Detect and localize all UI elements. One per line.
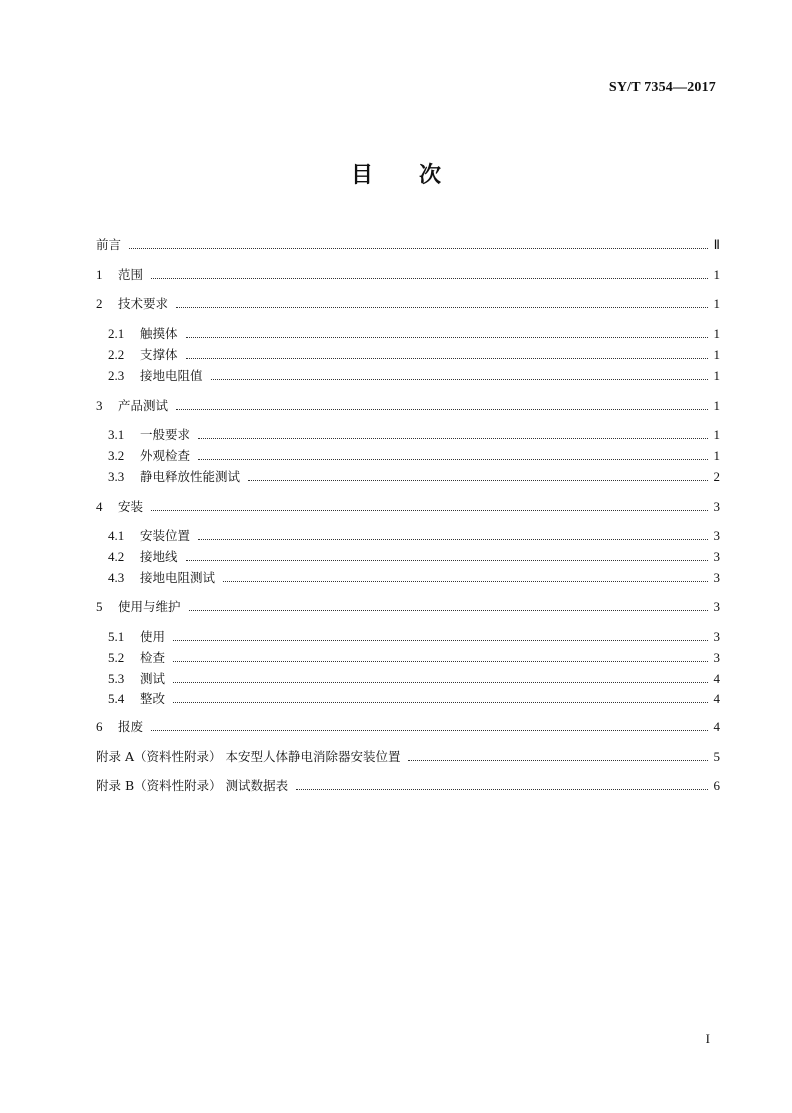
toc-entry-number: 2.2 — [108, 347, 125, 362]
toc-dot-leader — [129, 248, 708, 249]
toc-entry[interactable] — [108, 325, 720, 343]
toc-dot-leader — [186, 337, 708, 338]
toc-entry-page: 4 — [713, 719, 720, 734]
toc-entry[interactable] — [108, 468, 720, 486]
toc-entry[interactable] — [96, 295, 720, 313]
toc-dot-leader — [198, 539, 708, 540]
toc-entry-page: 2 — [713, 469, 720, 484]
toc-dot-leader — [151, 278, 708, 279]
toc-entry-page: 1 — [713, 427, 720, 442]
toc-entry[interactable] — [108, 527, 720, 545]
toc-entry-label: 接地电阻测试 — [140, 570, 216, 585]
toc-entry-page: 1 — [713, 347, 720, 362]
toc-entry-number: 5 — [96, 599, 103, 614]
title-char-1: 目 — [350, 163, 373, 188]
toc-entry-page: 1 — [713, 448, 720, 463]
toc-entry[interactable] — [96, 236, 720, 254]
toc-entry-page: 3 — [713, 528, 720, 543]
toc-entry-label: 接地电阻值 — [140, 368, 203, 383]
toc-entry-label: 附录 B（资料性附录） 测试数据表 — [96, 778, 289, 793]
toc-entry-number: 3.2 — [108, 448, 125, 463]
toc-dot-leader — [176, 409, 708, 410]
toc-entry-number: 3 — [96, 398, 103, 413]
page-title — [0, 158, 792, 189]
toc-dot-leader — [173, 661, 708, 662]
toc-dot-leader — [248, 480, 708, 481]
toc-entry-number: 5.1 — [108, 629, 125, 644]
toc-entry-number: 2.1 — [108, 326, 125, 341]
toc-entry-page: 3 — [713, 499, 720, 514]
toc-entry-label: 范围 — [118, 267, 144, 282]
toc-entry-label: 一般要求 — [140, 427, 191, 442]
toc-entry[interactable] — [108, 628, 720, 646]
page-number: I — [705, 1031, 710, 1046]
toc-entry[interactable] — [108, 670, 720, 688]
toc-entry[interactable] — [108, 367, 720, 385]
toc-entry-label: 产品测试 — [118, 398, 169, 413]
toc-entry-page: 1 — [713, 267, 720, 282]
toc-entry-label: 接地线 — [140, 549, 178, 564]
toc-dot-leader — [296, 789, 708, 790]
toc-entry-page: 3 — [713, 599, 720, 614]
toc-dot-leader — [176, 307, 708, 308]
toc-entry[interactable] — [108, 447, 720, 465]
toc-entry-number: 2.3 — [108, 368, 125, 383]
toc-entry[interactable] — [108, 569, 720, 587]
toc-entry-label: 测试 — [140, 671, 166, 686]
toc-entry[interactable] — [96, 598, 720, 616]
toc-dot-leader — [173, 702, 708, 703]
toc-entry[interactable] — [96, 748, 720, 766]
toc-entry-number: 5.2 — [108, 650, 125, 665]
standard-code: SY/T 7354—2017 — [608, 80, 716, 95]
toc-entry-number: 1 — [96, 267, 103, 282]
toc-entry-label: 附录 A（资料性附录） 本安型人体静电消除器安装位置 — [96, 749, 401, 764]
toc-entry-label: 使用 — [140, 629, 166, 644]
toc-entry-page: 3 — [713, 549, 720, 564]
toc-entry-number: 6 — [96, 719, 103, 734]
toc-entry[interactable] — [96, 718, 720, 736]
toc-entry-page: 1 — [713, 296, 720, 311]
toc-entry[interactable] — [96, 498, 720, 516]
toc-dot-leader — [211, 379, 708, 380]
title-char-2: 次 — [419, 163, 442, 188]
toc-entry-number: 4 — [96, 499, 103, 514]
toc-entry-page: 3 — [713, 629, 720, 644]
toc-dot-leader — [186, 560, 708, 561]
toc-entry-page: 4 — [713, 691, 720, 706]
toc-dot-leader — [189, 610, 708, 611]
toc-entry-label: 静电释放性能测试 — [140, 469, 241, 484]
toc-entry-page: 4 — [713, 671, 720, 686]
toc-entry-page: 3 — [713, 650, 720, 665]
toc-entry-number: 3.3 — [108, 469, 125, 484]
toc-entry-number: 4.3 — [108, 570, 125, 585]
toc-entry-label: 整改 — [140, 691, 166, 706]
toc-entry-page: Ⅱ — [713, 237, 720, 252]
toc-dot-leader — [408, 760, 708, 761]
toc-entry-label: 安装位置 — [140, 528, 191, 543]
toc-dot-leader — [173, 640, 708, 641]
toc-dot-leader — [198, 459, 708, 460]
toc-entry[interactable] — [108, 346, 720, 364]
toc-entry-number: 5.4 — [108, 691, 125, 706]
toc-entry-page: 6 — [713, 778, 720, 793]
toc-entry-label: 报废 — [118, 719, 144, 734]
toc-entry[interactable] — [96, 397, 720, 415]
toc-entry-number: 5.3 — [108, 671, 125, 686]
toc-dot-leader — [173, 682, 708, 683]
toc-entry-label: 外观检查 — [140, 448, 191, 463]
toc-entry-label: 触摸体 — [140, 326, 178, 341]
toc-entry-page: 5 — [713, 749, 720, 764]
toc-entry[interactable] — [108, 548, 720, 566]
toc-dot-leader — [151, 510, 708, 511]
toc-entry-number: 3.1 — [108, 427, 125, 442]
toc-dot-leader — [151, 730, 708, 731]
toc-entry-label: 安装 — [118, 499, 144, 514]
toc-dot-leader — [198, 438, 708, 439]
toc-entry-label: 使用与维护 — [118, 599, 181, 614]
toc-entry[interactable] — [108, 649, 720, 667]
toc-entry[interactable] — [108, 690, 720, 708]
toc-entry[interactable] — [108, 426, 720, 444]
toc-entry-label: 技术要求 — [118, 296, 169, 311]
toc-dot-leader — [223, 581, 708, 582]
toc-entry-page: 1 — [713, 368, 720, 383]
toc-entry-number: 4.2 — [108, 549, 125, 564]
toc-entry-page: 1 — [713, 398, 720, 413]
toc-entry-label: 支撑体 — [140, 347, 178, 362]
toc-entry-page: 3 — [713, 570, 720, 585]
toc-entry-number: 4.1 — [108, 528, 125, 543]
toc-entry-number: 2 — [96, 296, 103, 311]
toc-entry[interactable] — [96, 266, 720, 284]
toc-dot-leader — [186, 358, 708, 359]
toc-entry[interactable] — [96, 777, 720, 795]
toc-entry-page: 1 — [713, 326, 720, 341]
toc-entry-label: 前言 — [96, 237, 122, 252]
toc-entry-label: 检查 — [140, 650, 166, 665]
